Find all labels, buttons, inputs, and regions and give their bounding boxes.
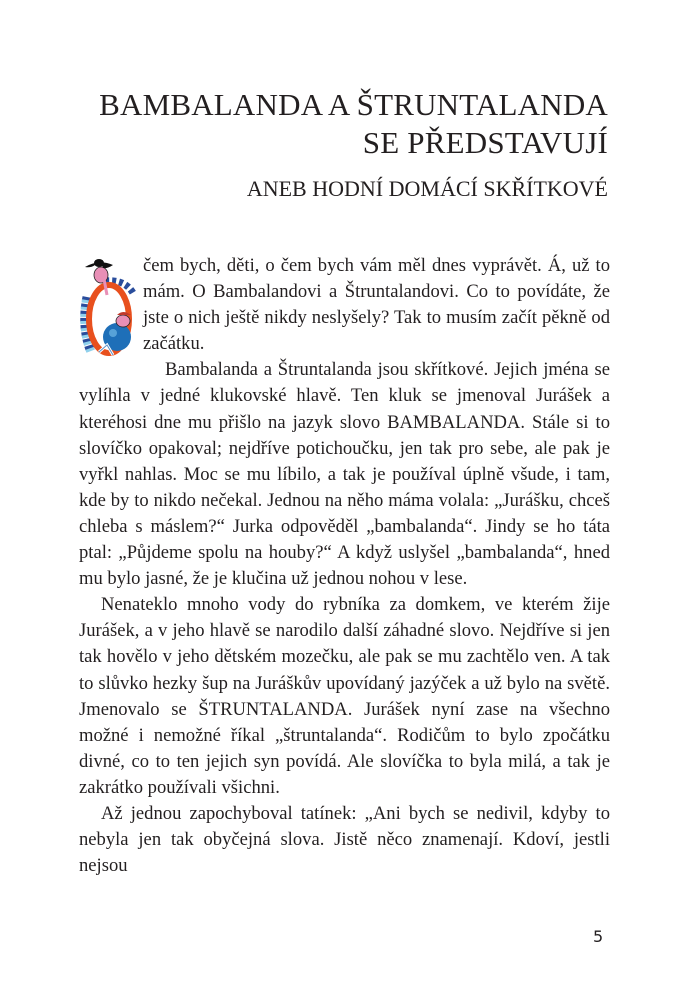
chapter-heading [99, 86, 608, 204]
paragraph-3: Nenateklo mnoho vody do rybníka za domkem, ve kterém žije Jurášek, a v jeho hlavě se narodilo další záhadné slovo. Nejdříve si jen tak hovělo v jeho dětském mozečku, ale pak se mu zachtělo ven. A tak to slůvko hezky šup na Juráškův upovídaný jazýček a už bylo na světě. Jmenovalo se ŠTRUNTALANDA. Jurášek nyní zase na všechno možné i nemožné říkal „štruntalanda“. Rodičům to bylo zpočátku divné, co to ten jejich syn povídá. Ale slovíčka to byla milá, a tak je zakrátko používali všichni. [79, 594, 610, 798]
paragraph-2: Bambalanda a Štruntalanda jsou skřítkové. Jejich jména se vylíhla v jedné klukovské hlavě. Ten kluk se jmenoval Jurášek a kteréhosi dne mu přišlo na jazyk slovo BAMBALANDA. Stále si to slovíčko opakoval; nejdříve potichoučku, jen tak pro sebe, ale pak je vyřkl nahlas. Moc se mu líbilo, a tak je používal úplně všude, i tam, kde by to nikdo nečekal. Jednou na něho máma volala: „Jurášku, chceš chleba s máslem?“ Jurka odpověděl „bambalanda“. Jindy se ho táta ptal: „Půjdeme spolu na houby?“ A když uslyšel „bambalanda“, hned mu bylo jasné, že je klučina už jednou nohou v lese. [79, 359, 610, 590]
illustrated-dropcap-o-icon [79, 257, 137, 363]
page-number: 5 [593, 927, 604, 946]
chapter-subtitle: ANEB HODNÍ DOMÁCÍ SKŘÍTKOVÉ [246, 176, 608, 201]
paragraph-4: Až jednou zapochyboval tatínek: „Ani bych se nedivil, kdyby to nebyla jen tak obyčejná slova. Jistě něco znamenají. Kdoví, jestli nejsou [79, 802, 610, 877]
chapter-body [79, 253, 610, 879]
chapter-title-line-2: SE PŘEDSTAVUJÍ [362, 125, 608, 160]
paragraph-1 [79, 253, 610, 357]
paragraph-1-text: čem bych, děti, o čem bych vám měl dnes vyprávět. Á, už to mám. O Bambalandovi a Štruntalandovi. Co to povídáte, že jste o nich ještě nikdy neslyšely? Tak to musím začít pěkně od začátku. [143, 255, 610, 355]
chapter-title-line-1: BAMBALANDA A ŠTRUNTALANDA [99, 87, 608, 122]
